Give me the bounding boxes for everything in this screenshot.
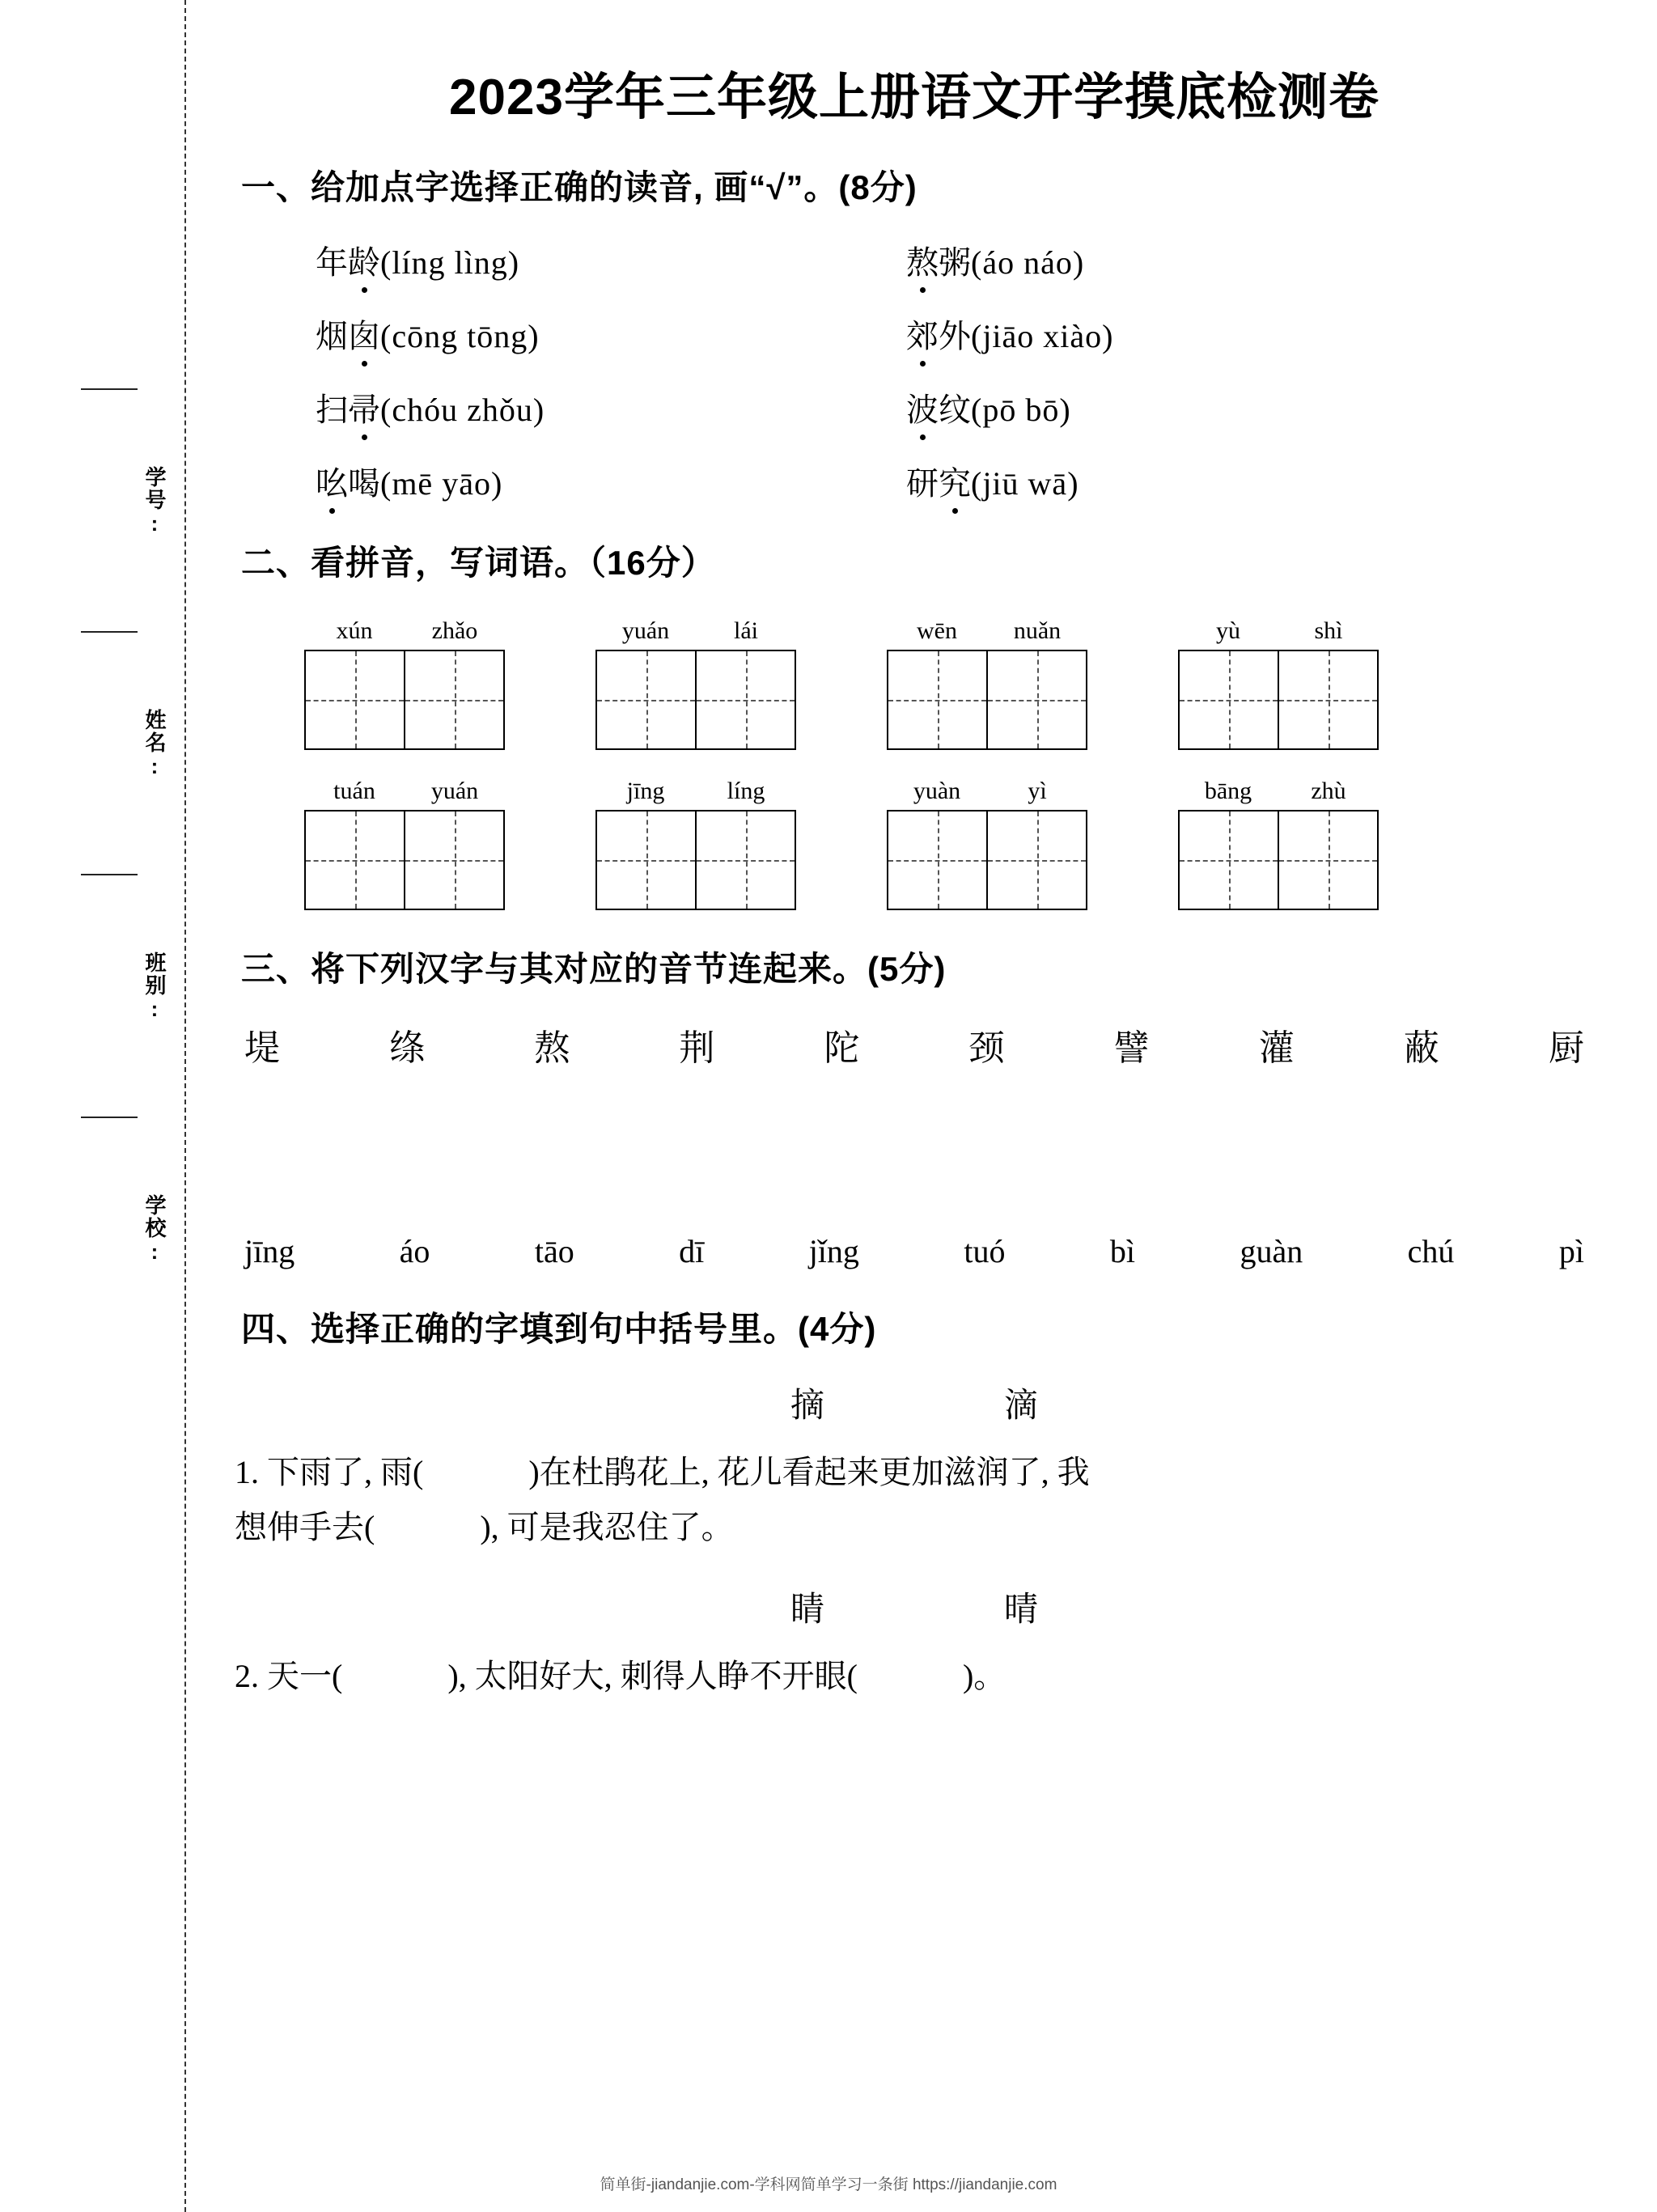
section-four-question-1: [235, 1445, 1602, 1555]
match-pinyin[interactable]: jǐng: [808, 1233, 859, 1269]
footer-watermark: 简单街-jiandanjie.com-学科网简单学习一条街 https://jiandanjie.com: [600, 2176, 1057, 2193]
match-pinyin[interactable]: dī: [679, 1233, 705, 1269]
writing-box[interactable]: [887, 650, 1087, 750]
sidebar-item-student-number: 学号:: [142, 466, 167, 537]
student-info-sidebar: [49, 388, 170, 1926]
match-pinyin[interactable]: jīng: [244, 1233, 295, 1269]
section-three-characters: [244, 1019, 1584, 1070]
writing-box[interactable]: [595, 810, 796, 910]
pinyin-syllable: bāng: [1204, 778, 1252, 804]
match-character[interactable]: 蔽: [1403, 1028, 1439, 1068]
q1-options[interactable]: (jiū wā): [971, 465, 1079, 502]
pinyin-label: [1178, 617, 1379, 645]
tianzige-item: [259, 617, 550, 750]
match-pinyin[interactable]: pì: [1558, 1233, 1584, 1269]
q1-dotted-char: 熬: [906, 237, 939, 283]
section-two-heading: 二、看拼音，写词语。（16分）: [241, 544, 716, 582]
q1-dotted-char: 波: [906, 384, 939, 430]
match-character[interactable]: 厨: [1548, 1028, 1584, 1068]
tianzige-item: [1133, 778, 1424, 910]
tianzige-item: [259, 778, 550, 910]
q1-dotted-char: 究: [939, 458, 971, 504]
q1-item: [793, 237, 1359, 283]
pinyin-syllable: shì: [1314, 617, 1343, 644]
q1-suffix: 外: [939, 318, 971, 354]
q1-item: [793, 384, 1359, 430]
pinyin-syllable: yù: [1216, 617, 1240, 644]
match-character[interactable]: 荆: [679, 1028, 715, 1068]
matching-draw-area[interactable]: [227, 1070, 1602, 1232]
writing-box[interactable]: [304, 810, 505, 910]
q1-item: [227, 458, 793, 504]
section-three-pinyin: [244, 1232, 1584, 1270]
pinyin-label: [887, 617, 1087, 645]
q1-dotted-char: 郊: [906, 311, 939, 357]
pinyin-syllable: zhù: [1311, 778, 1346, 804]
section-two-body: [227, 617, 1602, 910]
writing-box[interactable]: [1178, 810, 1379, 910]
pinyin-label: [304, 778, 505, 805]
q1-dotted-char: 吆: [316, 458, 348, 504]
pinyin-syllable: xún: [336, 617, 373, 644]
sidebar-rule-3: [81, 874, 138, 875]
writing-box[interactable]: [304, 650, 505, 750]
q1-prefix: 研: [906, 465, 939, 502]
section-four-question-2: [235, 1649, 1602, 1704]
match-pinyin[interactable]: chú: [1407, 1233, 1455, 1269]
section-four-choice-pair-2: 睛 晴: [790, 1591, 1111, 1629]
tianzige-item: [841, 778, 1133, 910]
section-four-choice-pair-1: 摘 滴: [790, 1388, 1111, 1425]
pinyin-syllable: yuán: [430, 778, 479, 804]
section-one-body: [227, 237, 1602, 504]
q1-suffix: 粥: [939, 244, 971, 281]
binding-dashed-line: [184, 0, 186, 2212]
q1-suffix: 喝: [348, 465, 380, 502]
pinyin-syllable: nuǎn: [1013, 617, 1062, 644]
page-title: 2023学年三年级上册语文开学摸底检测卷: [449, 70, 1379, 125]
q1-row: [227, 311, 1602, 357]
pinyin-syllable: líng: [727, 778, 765, 804]
match-pinyin[interactable]: áo: [399, 1233, 430, 1269]
sidebar-item-name: 姓名:: [142, 709, 167, 780]
writing-box[interactable]: [887, 810, 1087, 910]
q1-item: [793, 458, 1359, 504]
q1-options[interactable]: (líng lìng): [380, 244, 520, 281]
match-pinyin[interactable]: tuó: [964, 1233, 1006, 1269]
q1-prefix: 年: [316, 244, 348, 281]
pinyin-label: [887, 778, 1087, 805]
exam-paper: [227, 0, 1602, 2212]
pinyin-syllable: yì: [1028, 778, 1047, 804]
q1-dotted-char: 龄: [348, 237, 380, 283]
q1-item: [793, 311, 1359, 357]
match-character[interactable]: 陀: [824, 1028, 860, 1068]
q1-options[interactable]: (mē yāo): [380, 465, 503, 502]
writing-box[interactable]: [595, 650, 796, 750]
match-character[interactable]: 灌: [1258, 1028, 1295, 1068]
q1-prefix: 烟: [316, 318, 348, 354]
q1-item: [227, 384, 793, 430]
section-four-heading: 四、选择正确的字填到句中括号里。(4分): [241, 1310, 877, 1348]
pinyin-label: [595, 778, 796, 805]
q1-options[interactable]: (cōng tōng): [380, 318, 540, 354]
q1-options[interactable]: (pō bō): [971, 392, 1071, 428]
pinyin-syllable: yuàn: [913, 778, 961, 804]
section-one-heading: 一、给加点字选择正确的读音, 画“√”。(8分): [241, 168, 917, 206]
q1-options[interactable]: (jiāo xiào): [971, 318, 1114, 354]
q4-text-part: 想伸手去(: [235, 1509, 375, 1545]
match-character[interactable]: 堤: [244, 1028, 280, 1068]
q1-item: [227, 311, 793, 357]
q1-options[interactable]: (chóu zhǒu): [380, 392, 545, 428]
q1-item: [227, 237, 793, 283]
pinyin-syllable: wēn: [917, 617, 957, 644]
q1-dotted-char: 囱: [348, 311, 380, 357]
q1-prefix: 扫: [316, 392, 348, 428]
match-character[interactable]: 颈: [968, 1028, 1005, 1068]
q1-dotted-char: 帚: [348, 384, 380, 430]
pinyin-syllable: yuán: [621, 617, 670, 644]
sidebar-rule-2: [81, 631, 138, 633]
pinyin-label: [595, 617, 796, 645]
match-character[interactable]: 绦: [389, 1028, 426, 1068]
q1-suffix: 纹: [939, 392, 971, 428]
tianzige-row: [227, 617, 1602, 750]
tianzige-item: [841, 617, 1133, 750]
q4-text-part: ), 太阳好大, 刺得人睁不开眼(: [447, 1658, 858, 1694]
pinyin-syllable: jīng: [626, 778, 665, 804]
pinyin-syllable: zhǎo: [431, 617, 478, 644]
match-character[interactable]: 譬: [1113, 1028, 1150, 1068]
pinyin-label: [304, 617, 505, 645]
q1-row: [227, 384, 1602, 430]
q4-text-part: 1. 下雨了, 雨(: [235, 1454, 424, 1490]
tianzige-item: [550, 778, 841, 910]
sidebar-item-school: 学校:: [142, 1194, 167, 1265]
section-three-heading: 三、将下列汉字与其对应的音节连起来。(5分): [241, 950, 947, 988]
sidebar-item-class: 班别:: [142, 951, 167, 1023]
q4-text-part: ), 可是我忍住了。: [480, 1509, 734, 1545]
q1-row: [227, 237, 1602, 283]
tianzige-item: [1133, 617, 1424, 750]
tianzige-item: [550, 617, 841, 750]
tianzige-row: [227, 778, 1602, 910]
sidebar-rule-4: [81, 1117, 138, 1118]
q4-text-part: )。: [962, 1658, 1006, 1694]
writing-box[interactable]: [1178, 650, 1379, 750]
q4-text-part: )在杜鹃花上, 花儿看起来更加滋润了, 我: [528, 1454, 1090, 1490]
q4-text-part: 2. 天一(: [235, 1658, 343, 1694]
pinyin-label: [1178, 778, 1379, 805]
q1-row: [227, 458, 1602, 504]
sidebar-rule-1: [81, 388, 138, 390]
q1-options[interactable]: (áo náo): [971, 244, 1085, 281]
match-character[interactable]: 熬: [534, 1028, 570, 1068]
pinyin-syllable: tuán: [333, 778, 375, 804]
match-pinyin[interactable]: guàn: [1240, 1233, 1303, 1269]
match-pinyin[interactable]: tāo: [534, 1233, 574, 1269]
match-pinyin[interactable]: bì: [1109, 1233, 1136, 1269]
pinyin-syllable: lái: [734, 617, 758, 644]
